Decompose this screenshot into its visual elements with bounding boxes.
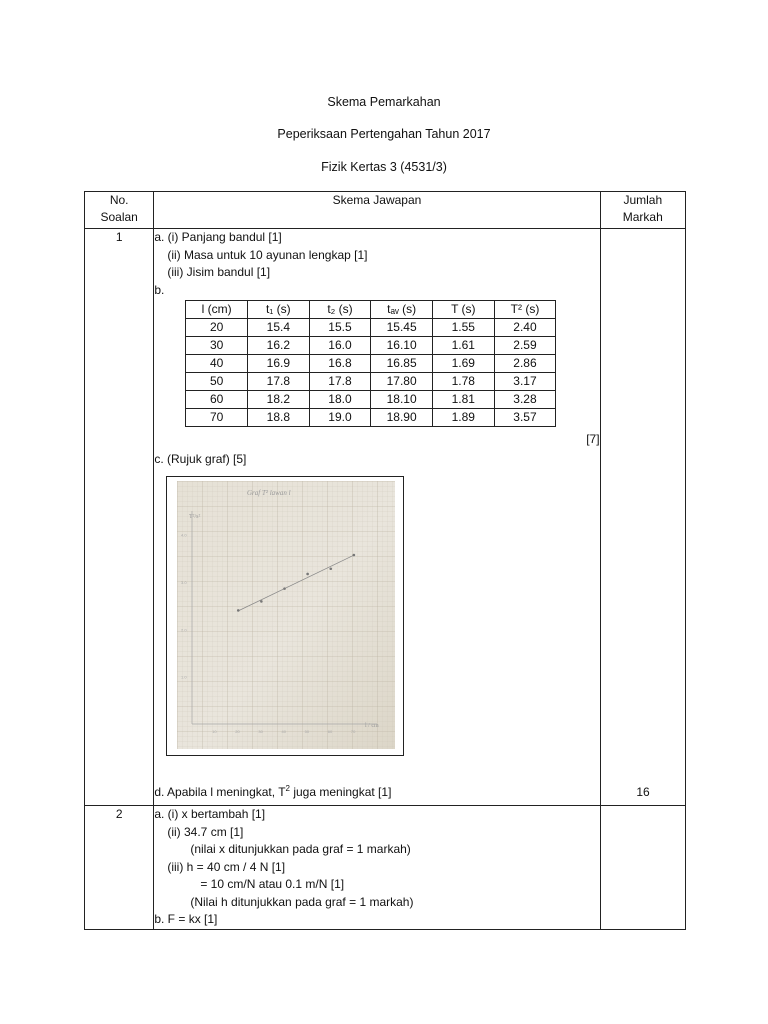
header-jumlah-line2: Markah: [622, 210, 663, 224]
q2-a-iii: (iii) h = 40 cm / 4 N [1]: [167, 859, 286, 874]
q1-total-marks: 16: [636, 785, 650, 799]
exam-title: Peperiksaan Pertengahan Tahun 2017: [277, 127, 491, 141]
table-cell: 16.10: [371, 337, 433, 355]
table-cell: 1.69: [432, 355, 494, 373]
table-cell: 20: [186, 319, 248, 337]
q2-b: b. F = kx [1]: [154, 912, 218, 926]
graph-x-label: l / cm: [365, 723, 380, 729]
data-table-header-5: T² (s): [494, 301, 556, 319]
x-tick-label: 40: [281, 729, 287, 734]
x-tick-label: 10: [212, 729, 217, 734]
table-cell: 70: [186, 409, 248, 427]
header-skema-jawapan: Skema Jawapan: [154, 192, 600, 229]
q2-a-iii-continued: = 10 cm/N atau 0.1 m/N [1]: [200, 877, 345, 891]
data-table-header-1: t₁ (s): [248, 301, 310, 319]
header-jumlah-markah: [600, 192, 685, 229]
q2-a-i: a. (i) x bertambah [1]: [154, 807, 266, 821]
table-cell: 15.5: [309, 319, 371, 337]
q1-b-marks: [7]: [586, 432, 600, 446]
table-cell: 17.8: [248, 373, 310, 391]
header-no-soalan: [85, 192, 154, 229]
table-cell: 16.8: [309, 355, 371, 373]
table-cell: 3.28: [494, 391, 556, 409]
header-no-line1: No.: [109, 193, 129, 207]
table-row: [186, 319, 556, 337]
table-cell: 2.86: [494, 355, 556, 373]
data-table-header-4: T (s): [432, 301, 494, 319]
data-table-header-row: [186, 301, 556, 319]
graph-photo-title: Graf T² lawan l: [247, 489, 291, 497]
x-tick-label: 20: [235, 729, 241, 734]
y-tick-label: 3.0: [181, 580, 187, 585]
data-point: [307, 573, 310, 576]
table-cell: 17.8: [309, 373, 371, 391]
question-1-number: 1: [85, 229, 154, 806]
table-cell: 15.45: [371, 319, 433, 337]
table-cell: 18.10: [371, 391, 433, 409]
table-cell: 2.59: [494, 337, 556, 355]
table-cell: 30: [186, 337, 248, 355]
table-cell: 1.78: [432, 373, 494, 391]
paper-title: Fizik Kertas 3 (4531/3): [321, 160, 447, 174]
question-2-marks: [600, 806, 685, 930]
graph-y-label: T²/s²: [189, 514, 201, 520]
q1-b: b.: [154, 282, 165, 297]
table-cell: 15.4: [248, 319, 310, 337]
y-tick-label: 2.0: [181, 627, 187, 633]
question-2-row: [85, 806, 686, 930]
question-2-number: 2: [85, 806, 154, 930]
header-jumlah-line1: Jumlah: [623, 193, 663, 207]
x-tick-label: 50: [304, 729, 310, 734]
table-cell: 16.2: [248, 337, 310, 355]
document-title: Skema Pemarkahan: [327, 95, 441, 109]
table-row: [186, 337, 556, 355]
header-no-line2: Soalan: [100, 210, 138, 224]
header-row: [85, 192, 686, 229]
data-point: [260, 600, 263, 603]
table-cell: 1.89: [432, 409, 494, 427]
q2-a-ii: (ii) 34.7 cm [1]: [167, 824, 244, 839]
marking-scheme-table: [84, 191, 686, 930]
table-cell: 60: [186, 391, 248, 409]
table-cell: 40: [186, 355, 248, 373]
data-point: [237, 609, 240, 612]
x-tick-label: 30: [258, 729, 264, 734]
table-row: [186, 409, 556, 427]
data-table-header-0: l (cm): [186, 301, 248, 319]
q1-c: c. (Rujuk graf) [5]: [154, 451, 247, 466]
y-tick-label: 1.0: [181, 674, 187, 680]
table-cell: 17.80: [371, 373, 433, 391]
question-1-answers: [154, 229, 600, 806]
q2-a-iii-note: (Nilai h ditunjukkan pada graf = 1 markah): [190, 894, 414, 909]
table-cell: 50: [186, 373, 248, 391]
q1-a-i: a. (i) Panjang bandul [1]: [154, 230, 282, 244]
data-table-header-3: tₐᵥ (s): [371, 301, 433, 319]
table-cell: 18.90: [371, 409, 433, 427]
table-cell: 1.81: [432, 391, 494, 409]
q2-a-ii-note: (nilai x ditunjukkan pada graf = 1 markah): [190, 842, 411, 856]
question-1-marks: [600, 229, 685, 806]
table-row: [186, 391, 556, 409]
data-table-header-2: t₂ (s): [309, 301, 371, 319]
graph-photo: [177, 481, 395, 749]
table-cell: 3.57: [494, 409, 556, 427]
table-cell: 16.85: [371, 355, 433, 373]
question-2-answers: [154, 806, 600, 930]
table-cell: 1.61: [432, 337, 494, 355]
table-cell: 3.17: [494, 373, 556, 391]
table-cell: 16.0: [309, 337, 371, 355]
table-cell: 19.0: [309, 409, 371, 427]
table-cell: 18.2: [248, 391, 310, 409]
pendulum-data-table: [185, 300, 556, 427]
q1-d: d. Apabila l meningkat, $T^2$ juga meningkat [1]: [154, 784, 392, 799]
data-point: [353, 554, 356, 557]
x-tick-label: 60: [328, 729, 333, 734]
data-point: [330, 567, 333, 570]
q1-a-ii: (ii) Masa untuk 10 ayunan lengkap [1]: [167, 247, 368, 262]
graph-frame: [166, 476, 404, 756]
table-row: [186, 355, 556, 373]
q1-a-iii: (iii) Jisim bandul [1]: [167, 265, 271, 279]
x-tick-label: 70: [351, 729, 356, 734]
table-cell: 1.55: [432, 319, 494, 337]
y-tick-label: 4.0: [181, 532, 187, 538]
table-cell: 2.40: [494, 319, 556, 337]
data-point: [284, 587, 287, 590]
table-cell: 18.0: [309, 391, 371, 409]
table-row: [186, 373, 556, 391]
table-cell: 16.9: [248, 355, 310, 373]
question-1-row: [85, 229, 686, 806]
table-cell: 18.8: [248, 409, 310, 427]
